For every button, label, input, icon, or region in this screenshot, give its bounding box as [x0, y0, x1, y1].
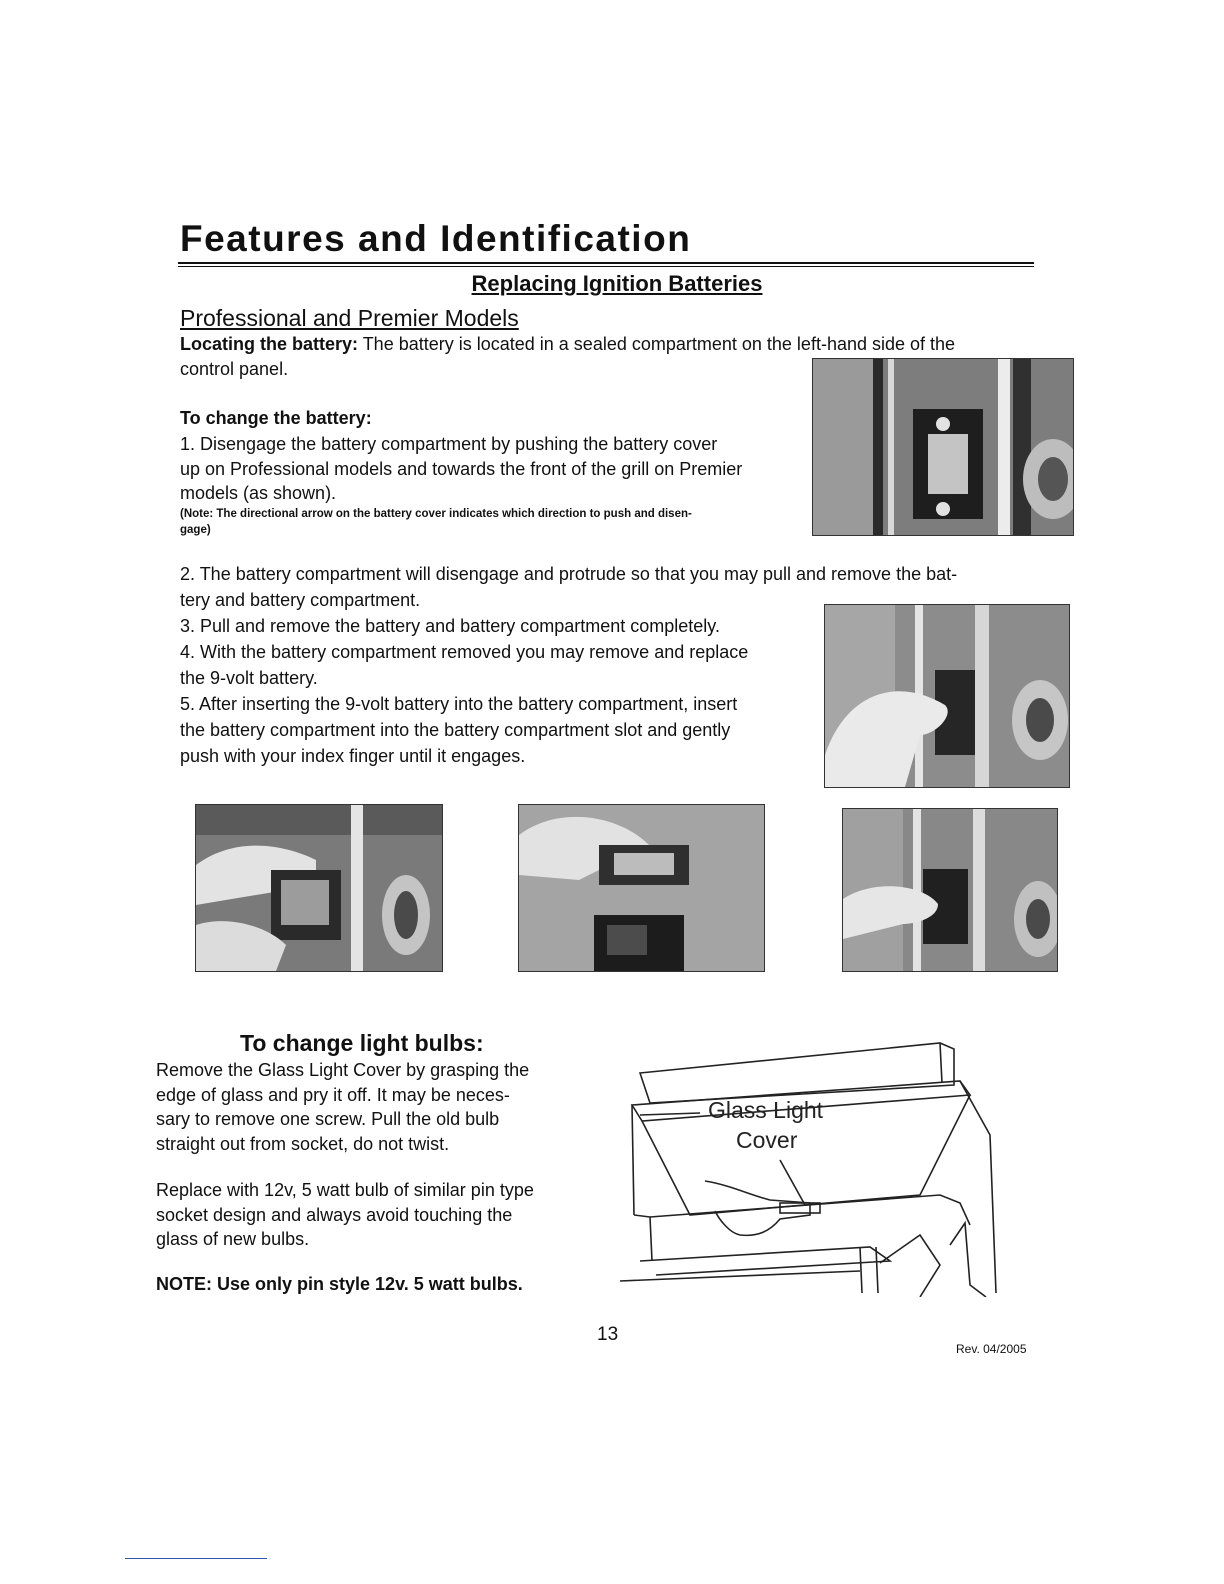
bulbs-line: Remove the Glass Light Cover by grasping the — [156, 1060, 530, 1080]
push-cover-photo — [824, 604, 1070, 788]
change-battery-heading: To change the battery: — [180, 408, 372, 428]
bulbs-note: NOTE: Use only pin style 12v. 5 watt bulbs. — [156, 1274, 523, 1294]
step-1-line: up on Professional models and towards the front of the grill on Premier — [180, 458, 743, 479]
note-line: gage) — [180, 524, 211, 536]
glass-cover-diagram — [620, 1035, 1012, 1297]
battery-removal-photo — [195, 804, 443, 972]
locating-label: Locating the battery: — [180, 334, 359, 354]
locating-text-2: control panel. — [180, 358, 289, 379]
step-1-line: models (as shown). — [180, 483, 337, 503]
step-line: the 9-volt battery. — [180, 668, 318, 688]
reinsert-battery-photo — [842, 808, 1058, 972]
bulbs-paragraph-2 — [156, 1178, 596, 1252]
step-line: 2. The battery compartment will disengage and protrude so that you may pull and remove the bat- — [180, 564, 958, 584]
step-line: 3. Pull and remove the battery and battery compartment completely. — [180, 616, 720, 636]
battery-swap-photo — [518, 804, 765, 972]
step-line: push with your index finger until it engages. — [180, 746, 526, 766]
battery-cover-photo — [812, 358, 1074, 536]
bulbs-line: glass of new bulbs. — [156, 1229, 310, 1249]
footer-rule — [125, 1558, 267, 1559]
locating-text: The battery is located in a sealed compartment on the left-hand side of the — [358, 334, 956, 354]
note-line: (Note: The directional arrow on the battery cover indicates which direction to push and disen- — [180, 508, 692, 520]
step-1-line: 1. Disengage the battery compartment by pushing the battery cover — [180, 434, 718, 454]
title-rule-thin — [178, 266, 1034, 267]
title-rule — [178, 262, 1034, 264]
bulbs-line: sary to remove one screw. Pull the old bulb — [156, 1109, 500, 1129]
step-line: the battery compartment into the battery compartment slot and gently — [180, 720, 731, 740]
models-heading: Professional and Premier Models — [180, 305, 519, 331]
direction-note — [180, 506, 820, 538]
bulbs-line: straight out from socket, do not twist. — [156, 1133, 450, 1154]
page-title: Features and Identification — [180, 218, 692, 259]
bulbs-paragraph-1 — [156, 1058, 596, 1156]
step-1-paragraph — [180, 432, 820, 506]
bulbs-line: socket design and always avoid touching the — [156, 1204, 513, 1225]
step-line: 4. With the battery compartment removed you may remove and replace — [180, 642, 749, 662]
step-line: 5. After inserting the 9-volt battery into the battery compartment, insert — [180, 694, 738, 714]
section-subtitle: Replacing Ignition Batteries — [471, 271, 763, 296]
diagram-label-line-1: Glass Light — [708, 1097, 824, 1123]
bulbs-line: edge of glass and pry it off. It may be neces- — [156, 1084, 510, 1105]
revision-label: Rev. 04/2005 — [956, 1342, 1027, 1356]
bulbs-heading: To change light bulbs: — [240, 1030, 484, 1056]
step-line: tery and battery compartment. — [180, 590, 421, 610]
diagram-label-line-2: Cover — [736, 1127, 798, 1153]
page-number: 13 — [597, 1324, 619, 1345]
bulbs-line: Replace with 12v, 5 watt bulb of similar pin type — [156, 1180, 534, 1200]
